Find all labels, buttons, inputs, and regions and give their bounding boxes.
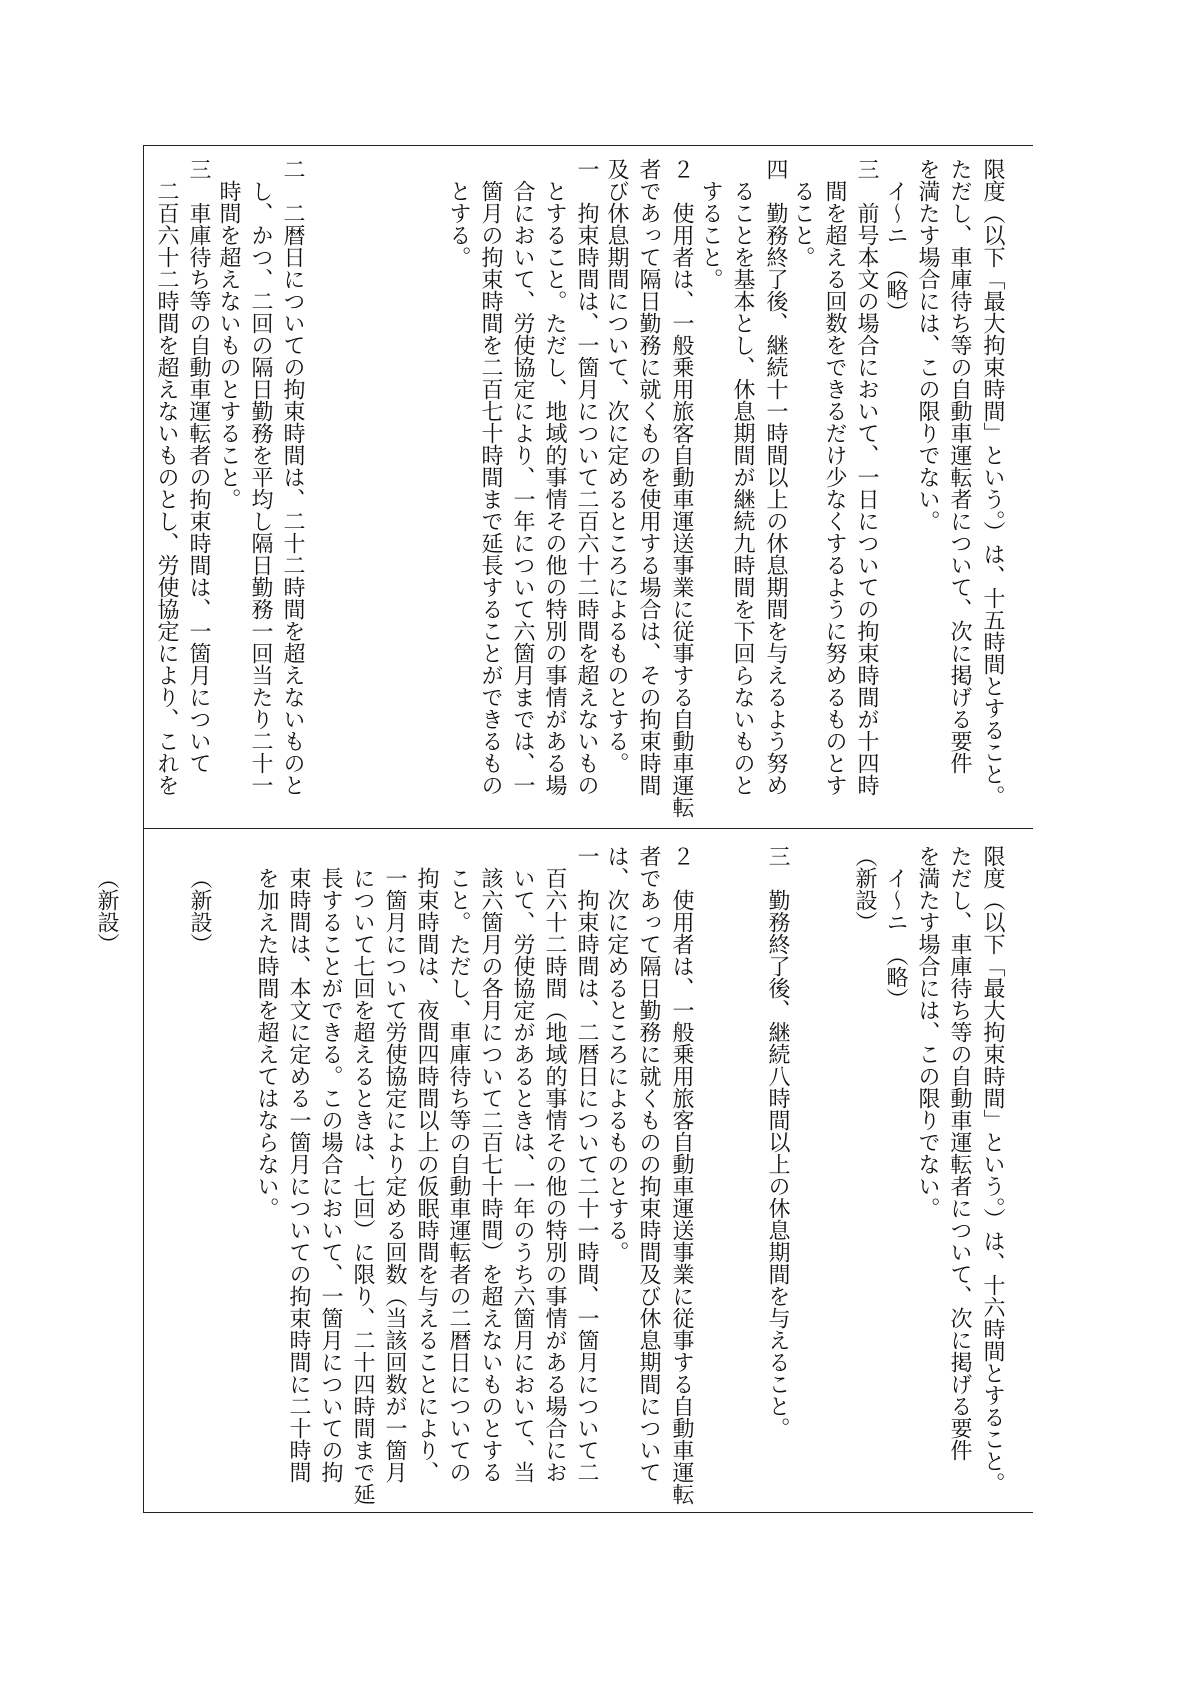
lower-col-13: 該六箇月の各月について二百七十時間）を超えないものとする <box>478 867 503 1483</box>
lower-col-21: （新設） <box>187 867 212 955</box>
lower-col-12: いて、労使協定があるときは、一年のうち六箇月において、当 <box>510 867 535 1483</box>
bottom-rule <box>143 1512 1033 1513</box>
lower-col-2: ただし、車庫待ち等の自動車運転者について、次に掲げる要件 <box>947 845 972 1461</box>
upper-col-6: 間を超える回数をできるだけ少なくするように努めるものとす <box>822 180 847 796</box>
lower-col-19: 束時間は、本文に定める一箇月についての拘束時間に二十時間 <box>286 867 311 1483</box>
lower-col-17: について七回を超えるときは、七回）に限り、二十四時間まで延 <box>350 867 375 1505</box>
lower-col-10: 一 拘束時間は、二暦日について二十一時間、一箇月について二 <box>574 845 599 1483</box>
upper-col-1: 限度（以下「最大拘束時間」という。）は、十五時間とすること。 <box>980 158 1005 807</box>
upper-col-23: 二百六十二時間を超えないものとし、労使協定により、これを <box>154 180 179 796</box>
lower-col-4: イ～ニ （略） <box>883 867 908 1010</box>
lower-col-16: 一箇月について労使協定により定める回数（当該回数が一箇月 <box>382 867 407 1483</box>
left-rule-lower <box>143 828 144 1512</box>
lower-col-3: を満たす場合には、この限りでない。 <box>915 845 940 1219</box>
upper-col-17: 箇月の拘束時間を二百七十時間まで延長することができるもの <box>478 180 503 796</box>
upper-col-18: とする。 <box>446 180 471 268</box>
upper-col-9: ることを基本とし、休息期間が継続九時間を下回らないものと <box>730 180 755 796</box>
upper-col-14: 一 拘束時間は、一箇月について二百六十二時間を超えないもの <box>574 158 599 796</box>
lower-col-5: （新設） <box>852 845 877 933</box>
lower-col-14: こと。ただし、車庫待ち等の自動車運転者の二暦日についての <box>446 867 471 1483</box>
upper-col-16: 合において、労使協定により、一年について六箇月までは、一 <box>510 180 535 796</box>
lower-col-18: 長することができる。この場合において、一箇月についての拘 <box>318 867 343 1483</box>
lower-col-15: 拘束時間は、夜間四時間以上の仮眠時間を与えることにより、 <box>414 867 439 1483</box>
upper-col-12: 者であって隔日勤務に就くものを使用する場合は、その拘束時間 <box>636 158 661 796</box>
upper-col-21: 時間を超えないものとすること。 <box>216 180 241 510</box>
upper-col-13: 及び休息期間について、次に定めるところによるものとする。 <box>604 158 629 774</box>
middle-rule <box>143 828 1033 829</box>
lower-col-9: は、次に定めるところによるものとする。 <box>604 845 629 1263</box>
lower-col-8: 者であって隔日勤務に就くものの拘束時間及び休息期間について <box>636 845 661 1483</box>
lower-col-22: （新設） <box>94 867 119 955</box>
upper-col-19: 二 二暦日についての拘束時間は、二十二時間を超えないものと <box>280 158 305 796</box>
upper-col-5: 三 前号本文の場合において、一日についての拘束時間が十四時 <box>854 158 879 796</box>
top-rule <box>143 145 1033 146</box>
upper-col-4: イ～ニ （略） <box>883 180 908 323</box>
lower-col-7: ２ 使用者は、一般乗用旅客自動車運送事業に従事する自動車運転 <box>669 845 694 1505</box>
lower-col-20: を加えた時間を超えてはならない。 <box>254 867 279 1219</box>
upper-col-7: ること。 <box>790 180 815 268</box>
upper-col-3: を満たす場合には、この限りでない。 <box>915 158 940 532</box>
upper-col-20: し、かつ、二回の隔日勤務を平均し隔日勤務一回当たり二十一 <box>248 180 273 796</box>
lower-col-11: 百六十二時間（地域的事情その他の特別の事情がある場合にお <box>542 867 567 1483</box>
left-rule-upper <box>143 145 144 828</box>
upper-col-15: とすること。ただし、地域的事情その他の特別の事情がある場 <box>542 180 567 796</box>
lower-col-6: 三 勤務終了後、継続八時間以上の休息期間を与えること。 <box>765 845 790 1439</box>
upper-col-8: 四 勤務終了後、継続十一時間以上の休息期間を与えるよう努め <box>763 158 788 796</box>
upper-col-11: ２ 使用者は、一般乗用旅客自動車運送事業に従事する自動車運転 <box>669 158 694 818</box>
upper-col-10: すること。 <box>698 180 723 290</box>
upper-col-22: 三 車庫待ち等の自動車運転者の拘束時間は、一箇月について <box>186 158 211 774</box>
lower-col-1: 限度（以下「最大拘束時間」という。）は、十六時間とすること。 <box>980 845 1005 1494</box>
upper-col-2: ただし、車庫待ち等の自動車運転者について、次に掲げる要件 <box>947 158 972 774</box>
